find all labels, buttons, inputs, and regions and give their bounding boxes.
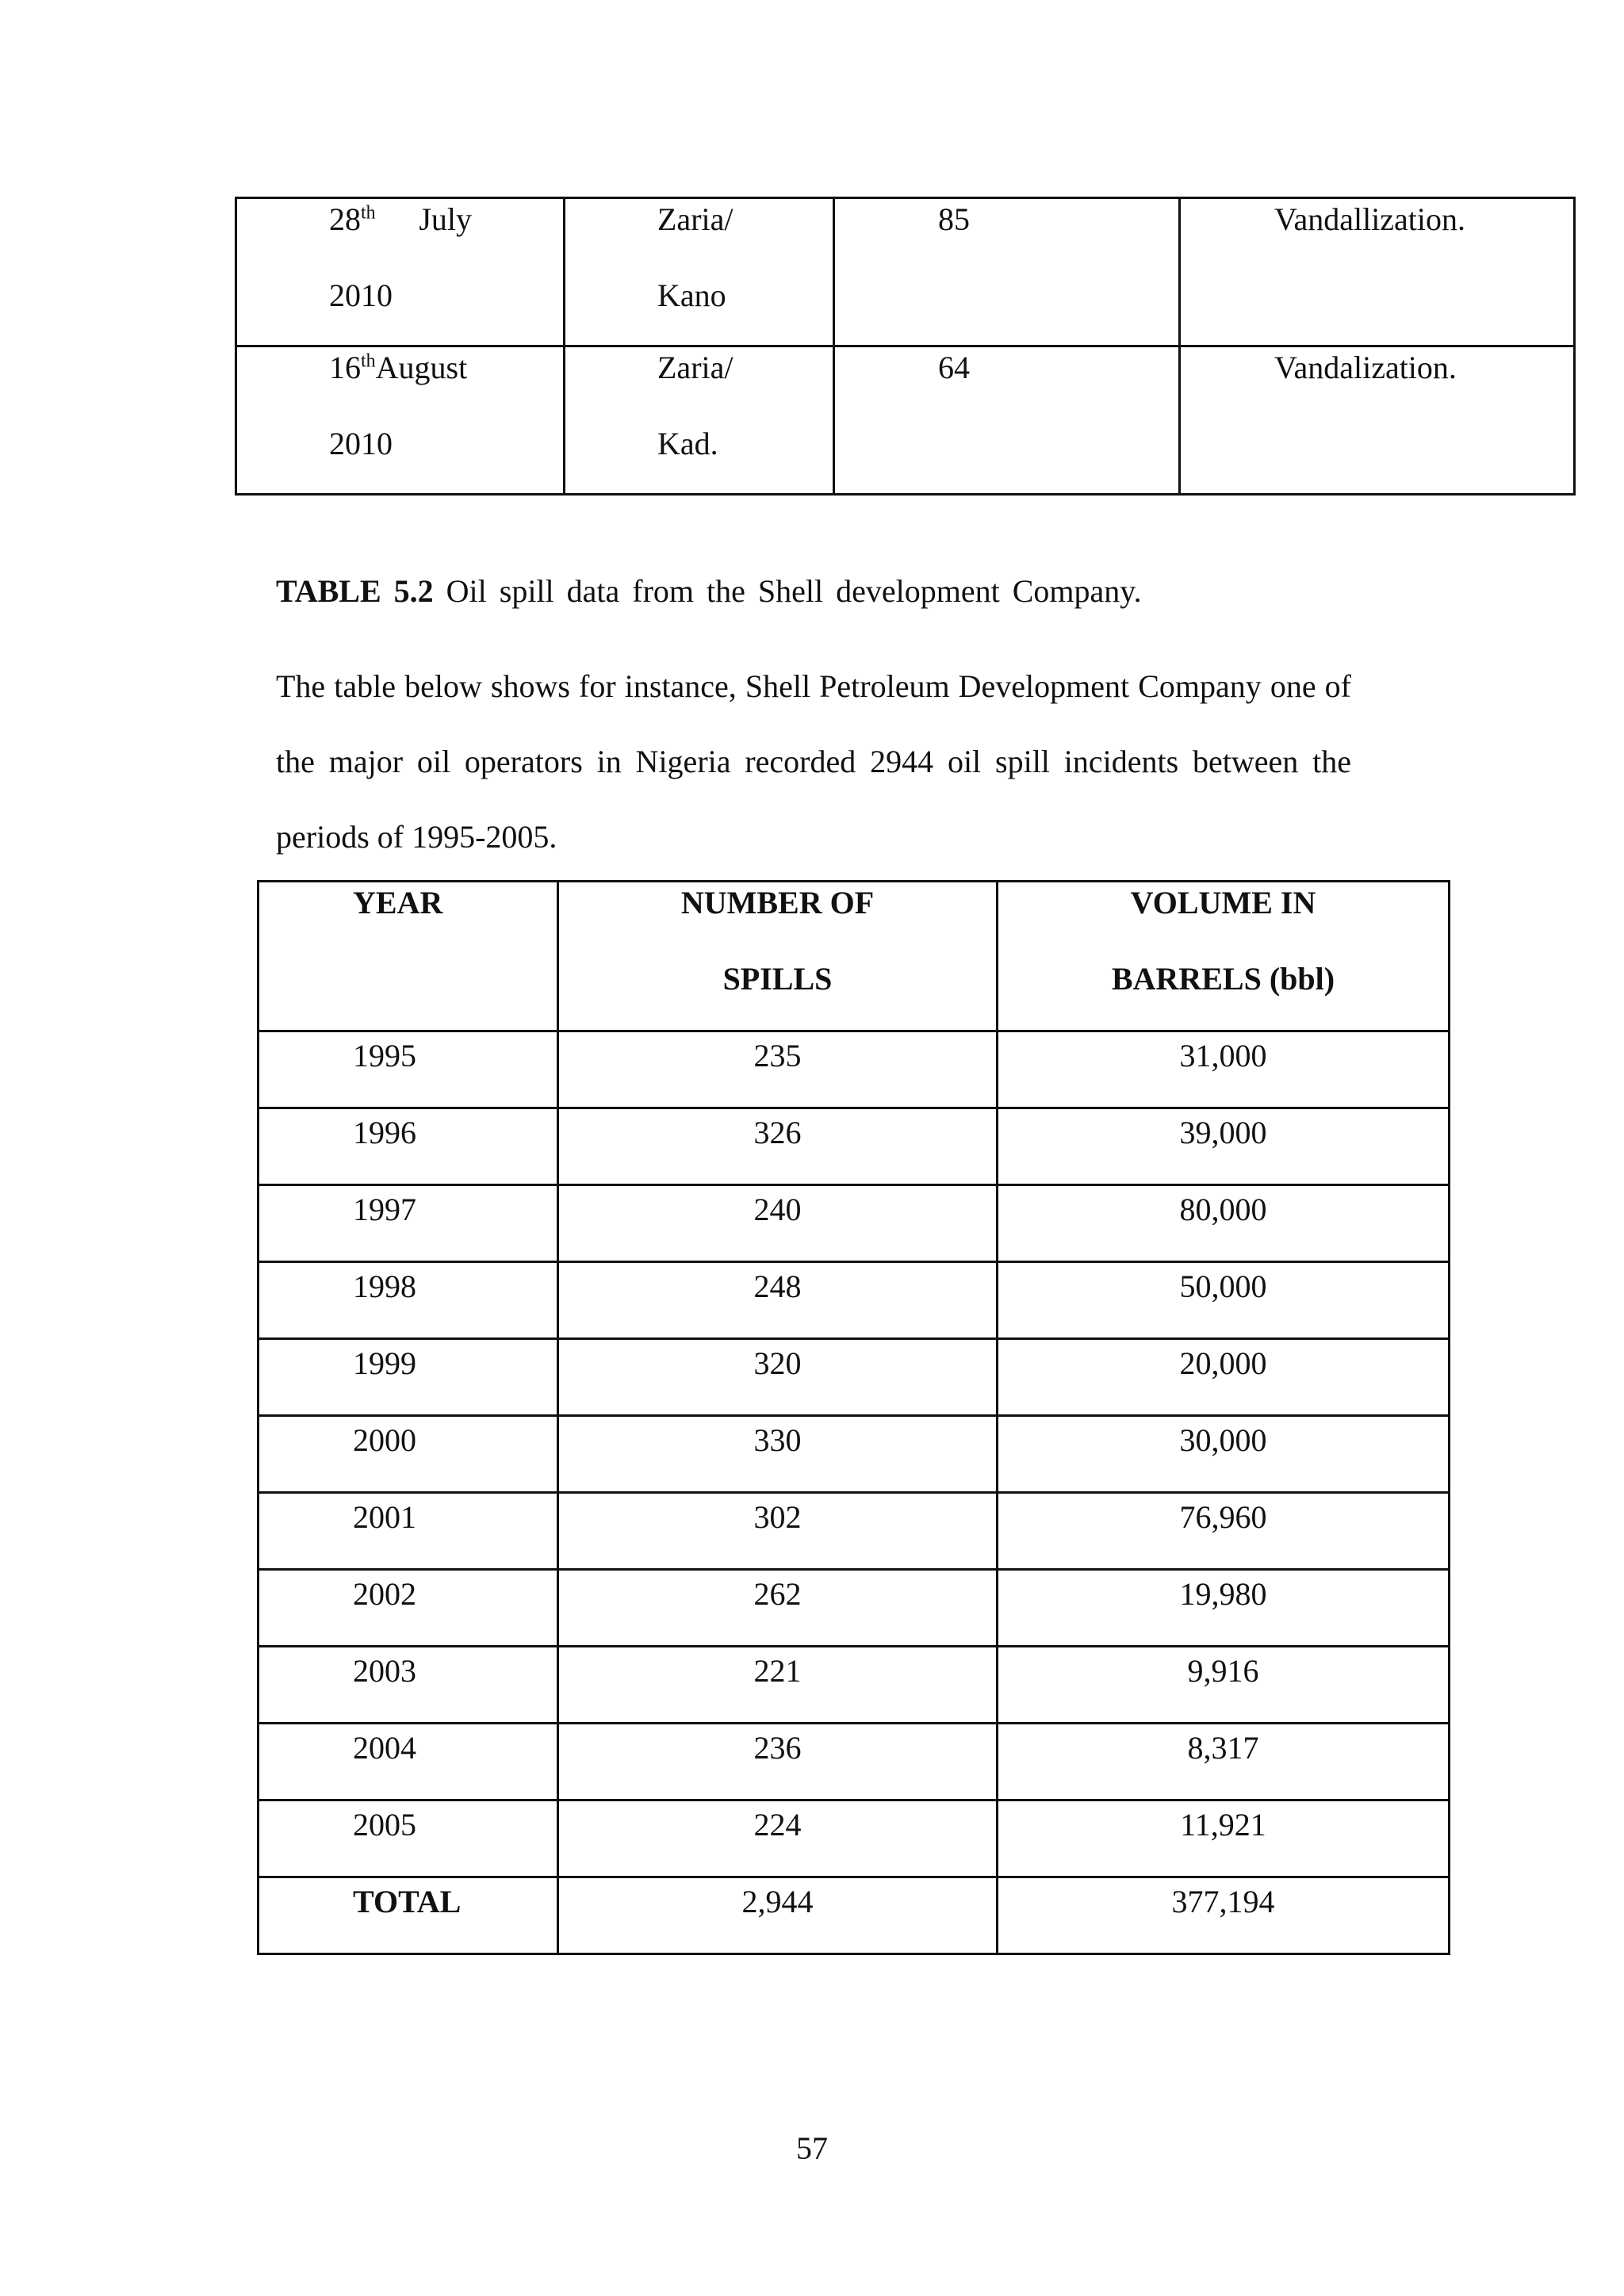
table-row (259, 1800, 1450, 1877)
cause-value: Vandallization. (1274, 201, 1466, 237)
volume-cell: 39,000 (998, 1108, 1450, 1185)
spills-cell: 221 (558, 1647, 998, 1724)
date-month: August (375, 350, 468, 385)
number-cell (834, 198, 1180, 346)
table-header-row (259, 882, 1450, 1031)
date-day: 28 (329, 201, 361, 237)
spills-cell: 302 (558, 1493, 998, 1570)
table-row (259, 1724, 1450, 1800)
table-row (259, 1416, 1450, 1493)
location-line1: Zaria/ (657, 201, 733, 237)
volume-cell: 80,000 (998, 1185, 1450, 1262)
table-row (236, 198, 1575, 346)
date-month: July (419, 201, 472, 237)
volume-cell: 30,000 (998, 1416, 1450, 1493)
year-cell: 1998 (259, 1262, 558, 1339)
table-caption (276, 572, 1142, 610)
caption-label: TABLE 5.2 (276, 573, 434, 609)
cause-cell (1180, 198, 1575, 346)
total-label-cell: TOTAL (259, 1877, 558, 1954)
year-cell: 1999 (259, 1339, 558, 1416)
year-cell: 2003 (259, 1647, 558, 1724)
header-spills: NUMBER OF SPILLS (558, 882, 998, 1031)
spills-cell: 326 (558, 1108, 998, 1185)
number-value: 85 (938, 201, 970, 237)
spills-cell: 248 (558, 1262, 998, 1339)
cause-value: Vandalization. (1274, 350, 1457, 385)
location-cell (565, 198, 834, 346)
date-cell (236, 346, 565, 495)
continuation-table (235, 197, 1576, 496)
number-value: 64 (938, 350, 970, 385)
caption-text: Oil spill data from the Shell development Company. (433, 573, 1142, 609)
volume-cell: 19,980 (998, 1570, 1450, 1647)
volume-cell: 9,916 (998, 1647, 1450, 1724)
table-row (259, 1493, 1450, 1570)
year-cell: 2001 (259, 1493, 558, 1570)
year-cell: 1997 (259, 1185, 558, 1262)
spills-cell: 330 (558, 1416, 998, 1493)
table-row (259, 1262, 1450, 1339)
cause-cell (1180, 346, 1575, 495)
volume-cell: 31,000 (998, 1031, 1450, 1108)
total-spills-cell: 2,944 (558, 1877, 998, 1954)
volume-cell: 76,960 (998, 1493, 1450, 1570)
spills-cell: 240 (558, 1185, 998, 1262)
total-row (259, 1877, 1450, 1954)
spill-table-body (259, 1031, 1450, 1877)
volume-cell: 11,921 (998, 1800, 1450, 1877)
date-year: 2010 (329, 426, 393, 461)
spills-cell: 224 (558, 1800, 998, 1877)
location-line2: Kano (657, 277, 726, 313)
location-line1: Zaria/ (657, 350, 733, 385)
date-suffix: th (361, 202, 376, 224)
table-row (259, 1647, 1450, 1724)
table-row (259, 1339, 1450, 1416)
volume-cell: 50,000 (998, 1262, 1450, 1339)
date-suffix: th (361, 350, 376, 372)
table-row (236, 346, 1575, 495)
table-row (259, 1570, 1450, 1647)
volume-cell: 20,000 (998, 1339, 1450, 1416)
spill-data-table (257, 880, 1450, 1955)
year-cell: 2004 (259, 1724, 558, 1800)
date-cell (236, 198, 565, 346)
header-year: YEAR (259, 882, 558, 1031)
body-paragraph (276, 649, 1351, 874)
year-cell: 1995 (259, 1031, 558, 1108)
spills-cell: 262 (558, 1570, 998, 1647)
year-cell: 2002 (259, 1570, 558, 1647)
table-row (259, 1108, 1450, 1185)
volume-cell: 8,317 (998, 1724, 1450, 1800)
spills-cell: 320 (558, 1339, 998, 1416)
number-cell (834, 346, 1180, 495)
year-cell: 2005 (259, 1800, 558, 1877)
total-volume-cell: 377,194 (998, 1877, 1450, 1954)
paragraph-text: The table below shows for instance, Shell Petroleum Development Company one of the major oil operators in Nigeria recorded 2944 oil spill incidents between the periods of 1995-2005. (276, 668, 1351, 855)
year-cell: 1996 (259, 1108, 558, 1185)
date-day: 16 (329, 350, 361, 385)
year-cell: 2000 (259, 1416, 558, 1493)
spills-cell: 236 (558, 1724, 998, 1800)
date-year: 2010 (329, 277, 393, 313)
location-line2: Kad. (657, 426, 718, 461)
table-row (259, 1031, 1450, 1108)
header-volume: VOLUME IN BARRELS (bbl) (998, 882, 1450, 1031)
table-row (259, 1185, 1450, 1262)
spills-cell: 235 (558, 1031, 998, 1108)
location-cell (565, 346, 834, 495)
page-number: 57 (796, 2130, 828, 2166)
